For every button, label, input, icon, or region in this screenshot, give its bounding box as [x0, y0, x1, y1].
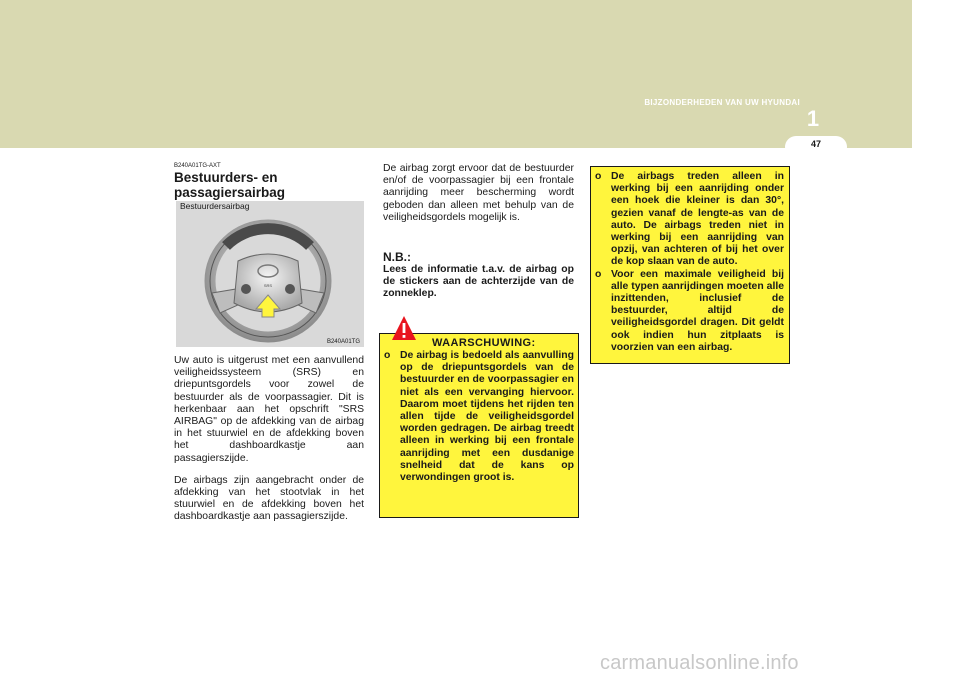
header-band — [0, 0, 912, 148]
column1-text — [174, 355, 364, 534]
figure-code: B240A01TG — [326, 339, 360, 345]
watermark: carmanualsonline.info — [600, 652, 799, 674]
paragraph: De airbag zorgt ervoor dat de bestuurder en/of de voorpassagier bij een frontale aanrijding meer bescherming wordt geboden dan alleen met behulp van de veiligheidsgordels mogelijk is. — [383, 163, 574, 223]
bullet-mark: o — [595, 268, 602, 280]
info-list — [595, 171, 784, 354]
chapter-number: 1 — [806, 106, 820, 131]
warning-title: WAARSCHUWING: — [432, 337, 536, 349]
info-item-text: De airbags treden alleen in werking bij een aanrijding onder een hoek die kleiner is dan 30°, gezien vanaf de lengte-as van de auto. De airbags treden niet in werking bij een aanrijding van opzij, van achteren of bij het over de kop slaan van de auto. — [611, 171, 784, 268]
steering-wheel-icon — [176, 201, 364, 347]
warning-list — [384, 350, 574, 484]
nb-text: Lees de informatie t.a.v. de airbag op de stickers aan de achterzijde van de zonneklep. — [383, 264, 574, 300]
paragraph: Uw auto is uitgerust met een aanvullend veiligheidssysteem (SRS) en driepuntsgordels voor zowel de bestuurder als de voorpassagier. Dit is herkenbaar aan het opschrift "SRS AIRBAG" op de afdekking van de airbag in het stuurwiel en de afdekking boven het dashboardkastje aan passagierszijde. — [174, 355, 364, 464]
warning-triangle-icon — [391, 315, 417, 341]
list-item — [595, 269, 784, 354]
bullet-mark: o — [384, 350, 391, 361]
figure-steering-wheel — [176, 201, 364, 347]
nb-heading: N.B.: — [383, 250, 411, 264]
paragraph: De airbags zijn aangebracht onder de afdekking van het stootvlak in het stuurwiel en de afdekking boven het dashboardkastje aan passagierszijde. — [174, 474, 364, 523]
svg-text:SRS: SRS — [263, 283, 273, 288]
info-item-text: Voor een maximale veiligheid bij alle typen aanrijdingen moeten alle inzittenden, inclusief de bestuurder, altijd de veiligheidsgordel dragen. Dit geldt ook indien hun zitplaats is voorzien van een airbag. — [611, 268, 784, 353]
warning-item-text: De airbag is bedoeld als aanvulling op de driepuntsgordels van de bestuurder en de voorpassagier en niet als een vervanging hiervoor. Daarom moet tijdens het rijden ten allen tijde de veiligheidsgordel worden gedragen. De airbag treedt alleen in werking bij een frontale aanrijding met een dusdanige snelheid dat de kans op verwondingen groot is. — [400, 350, 574, 484]
list-item — [384, 350, 574, 484]
list-item — [595, 171, 784, 269]
column2-intro — [383, 163, 574, 234]
section-code: B240A01TG-AXT — [174, 163, 221, 169]
section-title: Bestuurders- en passagiersairbag — [174, 170, 286, 200]
bullet-mark: o — [595, 171, 602, 182]
chapter-title: BIJZONDERHEDEN VAN UW HYUNDAI — [644, 98, 800, 107]
figure-label: Bestuurdersairbag — [180, 201, 250, 211]
page-number: 47 — [810, 139, 821, 149]
